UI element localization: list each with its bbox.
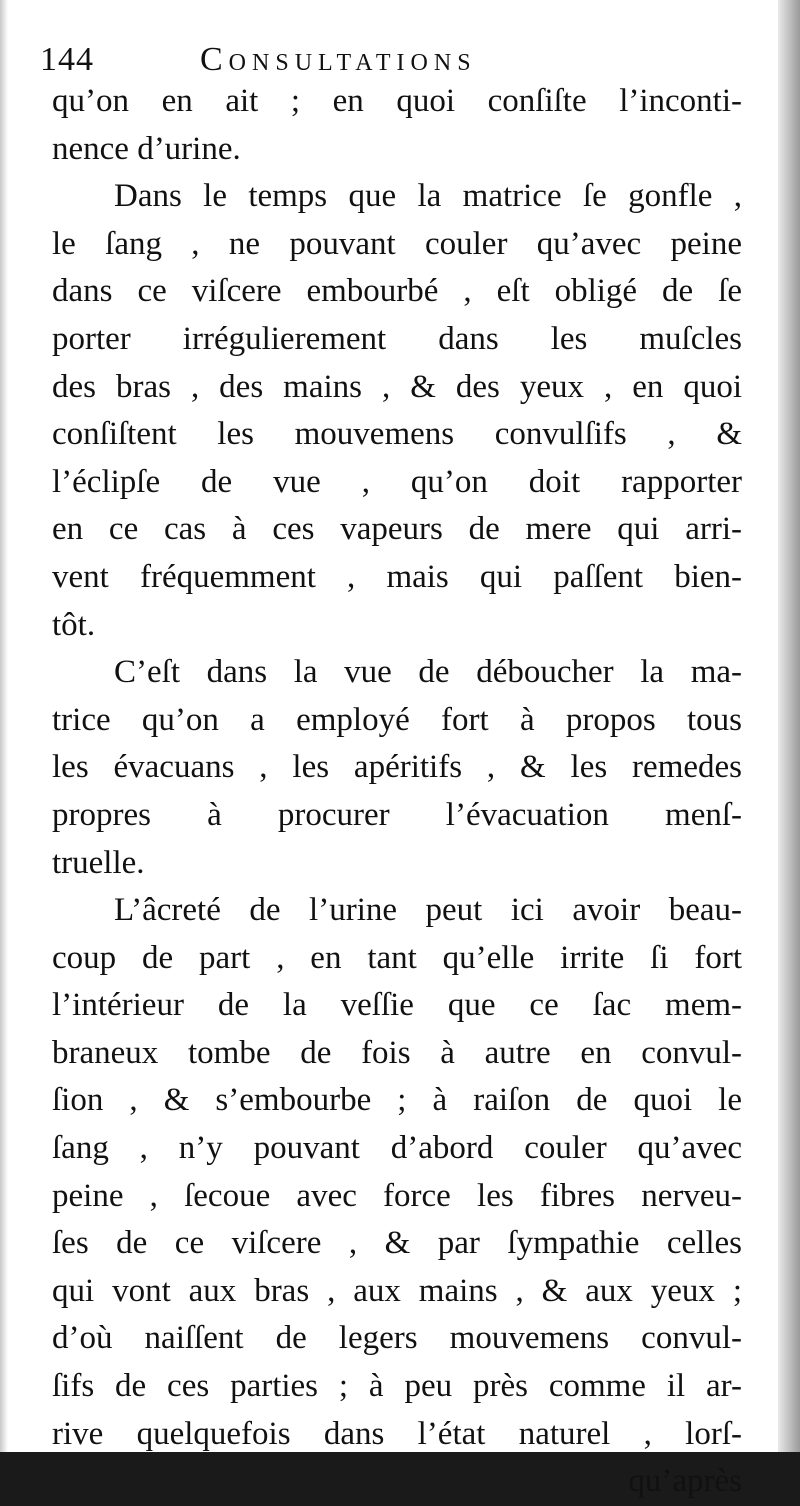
text-line: rive quelquefois dans l’état naturel , lorſ- — [52, 1415, 742, 1452]
text-line: en ce cas à ces vapeurs de mere qui arri- — [52, 511, 742, 548]
text-line: peine , ſecoue avec force les fibres nerveu- — [52, 1177, 742, 1214]
text-line: dans ce viſcere embourbé , eſt obligé de ſe — [52, 273, 742, 310]
text-line: l’intérieur de la veſſie que ce ſac mem- — [52, 987, 742, 1024]
text-line: ſion , & s’embourbe ; à raiſon de quoi le — [52, 1082, 742, 1119]
text-line: conſiſtent les mouvemens convulſifs , & — [52, 416, 742, 453]
text-line: braneux tombe de fois à autre en convul- — [52, 1034, 742, 1071]
running-head: Consultations — [200, 41, 477, 78]
page-edge-shadow-right — [778, 0, 800, 1452]
text-line: porter irrégulierement dans les muſcles — [52, 320, 742, 357]
text-line: d’où naiſſent de legers mouvemens convul- — [52, 1320, 742, 1357]
text-line: qu’on en ait ; en quoi conſiſte l’inconti- — [52, 83, 742, 119]
body-text — [52, 78, 742, 1506]
text-line: tôt. — [52, 606, 96, 643]
text-line: des bras , des mains , & des yeux , en quoi — [52, 368, 742, 405]
text-line: vent fréquemment , mais qui paſſent bien- — [52, 558, 742, 595]
text-line: l’éclipſe de vue , qu’on doit rapporter — [52, 463, 742, 500]
text-line: ſifs de ces parties ; à peu près comme il ar- — [52, 1368, 742, 1405]
text-line: ſang , n’y pouvant d’abord couler qu’avec — [52, 1130, 742, 1167]
text-line: truelle. — [52, 844, 145, 881]
paragraph-first-line: Dans le temps que la matrice ſe gonfle , — [114, 178, 742, 215]
text-line: trice qu’on a employé fort à propos tous — [52, 701, 742, 738]
text-line: coup de part , en tant qu’elle irrite ſi fort — [52, 939, 742, 976]
page-edge-shadow-left — [0, 0, 8, 1452]
text-line: ſes de ce viſcere , & par ſympathie celles — [52, 1225, 742, 1262]
paragraph-first-line: L’âcreté de l’urine peut ici avoir beau- — [114, 892, 742, 929]
text-line: les évacuans , les apéritifs , & les remedes — [52, 749, 742, 786]
catchword: qu’après — [628, 1463, 742, 1500]
page-number: 144 — [40, 41, 94, 78]
text-line: qui vont aux bras , aux mains , & aux yeux ; — [52, 1272, 742, 1309]
text-line: propres à procurer l’évacuation menſ- — [52, 796, 742, 833]
text-line: nence d’urine. — [52, 130, 241, 167]
text-line: le ſang , ne pouvant couler qu’avec peine — [52, 225, 742, 262]
paragraph-first-line: C’eſt dans la vue de déboucher la ma- — [114, 654, 742, 691]
